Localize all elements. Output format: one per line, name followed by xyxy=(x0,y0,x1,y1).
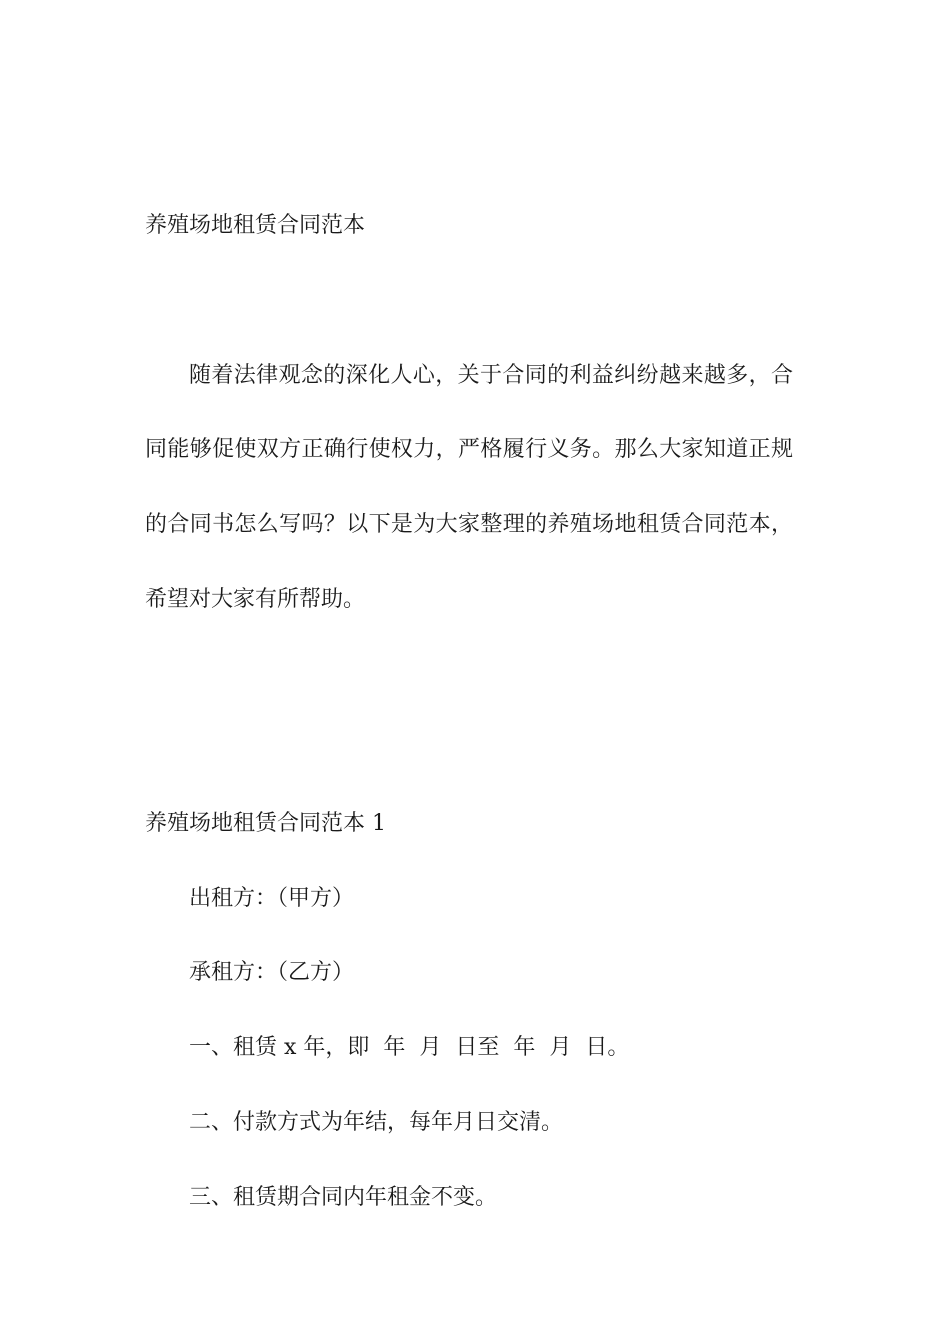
clause-rent: 三、租赁期合同内年租金不变。 xyxy=(189,1185,498,1210)
section-title: 养殖场地租赁合同范本 1 xyxy=(145,811,386,836)
clause-payment: 二、付款方式为年结，每年月日交清。 xyxy=(189,1110,564,1135)
clause-term: 一、租赁 x 年，即 年 月 日至 年 月 日。 xyxy=(189,1035,630,1060)
intro-line-2: 同能够促使双方正确行使权力，严格履行义务。那么大家知道正规 xyxy=(145,437,793,462)
clause-lessor: 出租方：（甲方） xyxy=(189,886,355,911)
document-title: 养殖场地租赁合同范本 xyxy=(145,213,366,238)
clause-lessee: 承租方：（乙方） xyxy=(189,960,355,985)
intro-line-4: 希望对大家有所帮助。 xyxy=(145,587,366,612)
intro-line-3: 的合同书怎么写吗？以下是为大家整理的养殖场地租赁合同范本， xyxy=(145,512,793,537)
intro-line-1: 随着法律观念的深化人心，关于合同的利益纠纷越来越多，合 xyxy=(189,363,793,388)
